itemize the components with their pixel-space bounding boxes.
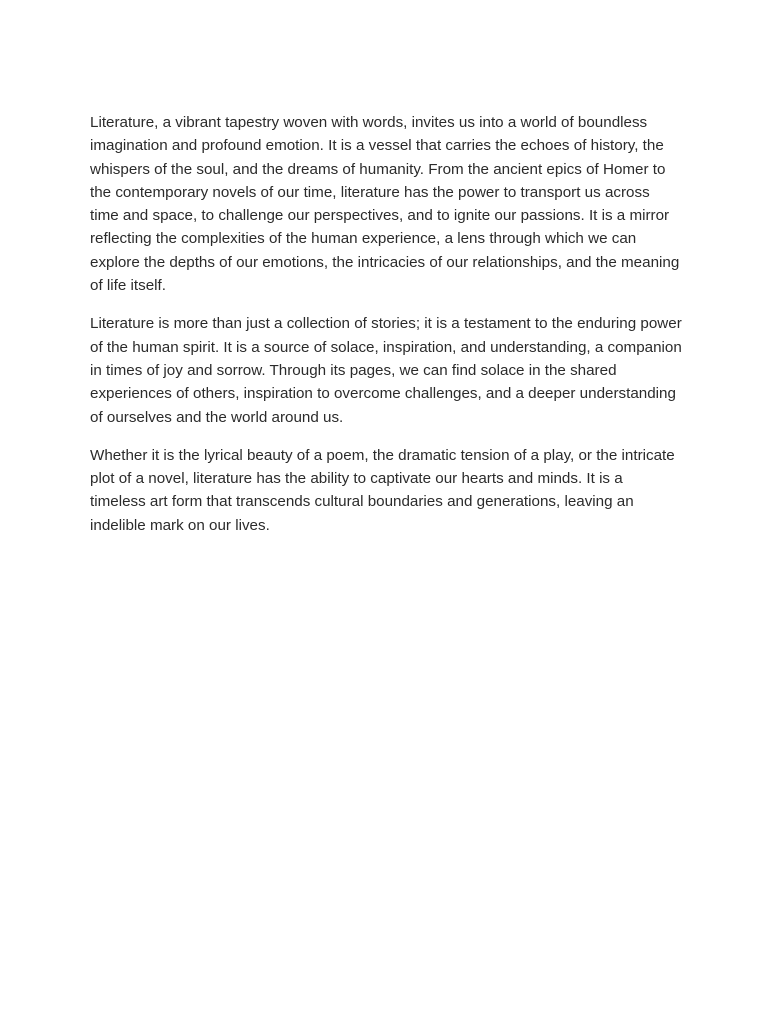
paragraph-1: Literature, a vibrant tapestry woven with words, invites us into a world of boundless imagination and profound emotion. It is a vessel that carries the echoes of history, the whispers of the soul, and the dreams of humanity. From the ancient epics of Homer to the contemporary novels of our time, literature has the power to transport us across time and space, to challenge our perspectives, and to ignite our passions. It is a mirror reflecting the complexities of the human experience, a lens through which we can explore the depths of our emotions, the intricacies of our relationships, and the meaning of life itself. xyxy=(90,114,680,295)
document-body xyxy=(90,111,682,552)
paragraph-2: Literature is more than just a collection of stories; it is a testament to the enduring power of the human spirit. It is a source of solace, inspiration, and understanding, a companion in times of joy and sorrow. Through its pages, we can find solace in the shared experiences of others, inspiration to overcome challenges, and a deeper understanding of ourselves and the world around us. xyxy=(90,315,682,426)
paragraph-3: Whether it is the lyrical beauty of a poem, the dramatic tension of a play, or the intricate plot of a novel, literature has the ability to captivate our hearts and minds. It is a timeless art form that transcends cultural boundaries and generations, leaving an indelible mark on our lives. xyxy=(90,446,675,534)
